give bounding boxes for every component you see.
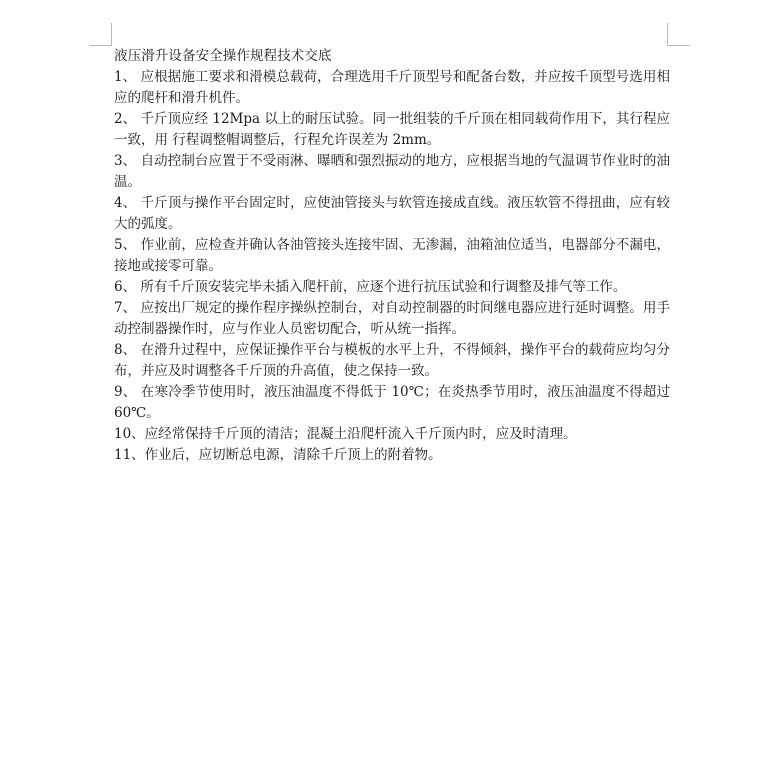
document-body[interactable]	[114, 46, 670, 466]
rule-item-5: 5、 作业前，应检查并确认各油管接头连接牢固、无渗漏，油箱油位适当，电器部分不漏电，接地或接零可靠。	[114, 237, 670, 274]
rule-item-1: 1、 应根据施工要求和滑模总载荷，合理选用千斤顶型号和配备台数，并应按千顶型号选用相应的爬杆和滑升机件。	[114, 69, 670, 106]
rule-item-7: 7、 应按出厂规定的操作程序操纵控制台，对自动控制器的时间继电器应进行延时调整。用手动控制器操作时，应与作业人员密切配合，听从统一指挥。	[114, 300, 670, 337]
rule-item-11: 11、作业后，应切断总电源，清除千斤顶上的附着物。	[114, 447, 442, 463]
rule-item-9: 9、 在寒冷季节使用时，液压油温度不得低于 10℃；在炎热季节用时，液压油温度不得超过 60℃。	[114, 384, 670, 421]
rule-item-2: 2、 千斤顶应经 12Mpa 以上的耐压试验。同一批组装的千斤顶在相同载荷作用下，其行程应一致，用 行程调整帽调整后，行程允许误差为 2mm。	[114, 111, 670, 148]
rule-item-6: 6、 所有千斤顶安装完毕未插入爬杆前，应逐个进行抗压试验和行调整及排气等工作。	[114, 279, 627, 295]
rule-item-3: 3、 自动控制台应置于不受雨淋、曝晒和强烈振动的地方，应根据当地的气温调节作业时的油温。	[114, 153, 670, 190]
document-title: 液压滑升设备安全操作规程技术交底	[114, 48, 332, 64]
rule-item-4: 4、 千斤顶与操作平台固定时，应使油管接头与软管连接成直线。液压软管不得扭曲，应有较大的弧度。	[114, 195, 670, 232]
top-left-crop-mark	[89, 23, 112, 46]
rule-item-10: 10、应经常保持千斤顶的清洁；混凝土沿爬杆流入千斤顶内时，应及时清理。	[114, 426, 577, 442]
top-right-crop-mark	[667, 23, 690, 46]
rule-item-8: 8、 在滑升过程中，应保证操作平台与模板的水平上升，不得倾斜，操作平台的载荷应均匀分布，并应及时调整各千斤顶的升高值，使之保持一致。	[114, 342, 670, 379]
